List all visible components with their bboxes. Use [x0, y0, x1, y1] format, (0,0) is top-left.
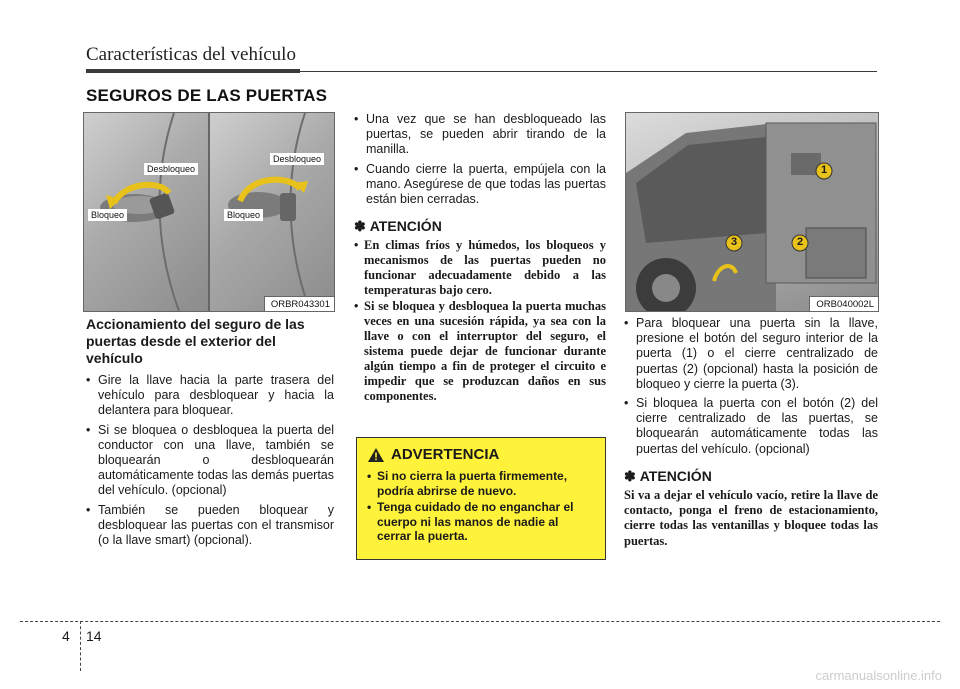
attention-text: Si va a dejar el vehículo vacío, retire la llave de contacto, ponga el freno de estacionamiento, cierre todas las ventanillas y bloquee todas las puertas.: [624, 488, 878, 548]
label-lock-1: Bloqueo: [88, 209, 127, 221]
footer-rule: [20, 621, 940, 622]
attention-icon: ✽: [354, 218, 366, 235]
list-item: • Para bloquear una puerta sin la llave, presione el botón del seguro interior de la puerta (1) o el cierre centralizado de puertas (2) (opcional) hasta la posición de bloqueo y cierre la puerta (3).: [624, 316, 878, 392]
list-item: • Si bloquea la puerta con el botón (2) del cierre centralizado de las puertas, se bloquearán automáticamente todas las puertas del vehículo. (opcional): [624, 396, 878, 457]
door-interior-photo: [625, 112, 879, 312]
column-2: [354, 112, 606, 405]
col2-bullet-list: [354, 112, 606, 207]
warning-heading: [367, 446, 595, 463]
door-key-photo-left: [83, 112, 209, 312]
section-title: SEGUROS DE LAS PUERTAS: [86, 86, 328, 105]
chapter-number: 4: [62, 628, 70, 644]
warning-list: [367, 469, 595, 544]
photo-code-left: ORBR043301: [264, 296, 334, 311]
attention-heading-2: [624, 469, 878, 484]
header-rule-thin: [300, 71, 877, 72]
attention-icon: ✽: [624, 467, 636, 484]
warning-box: [356, 437, 606, 560]
photo-code-right: ORB040002L: [809, 296, 878, 311]
page-number: 14: [86, 628, 102, 644]
list-item: • En climas fríos y húmedos, los bloqueos y mecanismos de las puertas pueden no funcionar adecuadamente debido a las temperaturas bajo cero.: [354, 238, 606, 298]
attention-heading-1: [354, 219, 606, 234]
marker-3: 3: [730, 236, 738, 248]
list-item: • Una vez que se han desbloqueado las puertas, se pueden abrir tirando de la manilla.: [354, 112, 606, 158]
list-item: • También se pueden bloquear y desbloquear las puertas con el transmisor (o la llave smart) (opcional).: [86, 503, 334, 549]
label-lock-2: Bloqueo: [224, 209, 263, 221]
list-item: • Cuando cierre la puerta, empújela con la mano. Asegúrese de que todas las puertas están bien cerradas.: [354, 162, 606, 208]
col1-bullet-list: [86, 373, 334, 548]
marker-1: 1: [820, 164, 828, 176]
running-header: Características del vehículo: [86, 44, 296, 65]
label-unlock-2: Desbloqueo: [270, 153, 324, 165]
attention-title: ATENCIÓN: [639, 467, 712, 484]
column-1: [86, 316, 334, 552]
header-rule-thick: [86, 69, 300, 73]
footer-divider: [80, 621, 81, 671]
watermark: carmanualsonline.info: [815, 668, 942, 683]
marker-2: 2: [796, 236, 804, 248]
list-item: • Tenga cuidado de no enganchar el cuerpo ni las manos de nadie al cerrar la puerta.: [367, 500, 595, 544]
label-unlock-1: Desbloqueo: [144, 163, 198, 175]
list-item: • Si no cierra la puerta firmemente, podría abrirse de nuevo.: [367, 469, 595, 498]
door-key-photo-right: [209, 112, 335, 312]
col3-bullet-list: [624, 316, 878, 457]
warning-title: ADVERTENCIA: [391, 446, 500, 463]
attention-title: ATENCIÓN: [369, 218, 442, 235]
car-door-illustration: [626, 113, 878, 311]
subsection-title: Accionamiento del seguro de las puertas desde el exterior del vehículo: [86, 316, 305, 366]
column-3: [624, 316, 878, 549]
list-item: • Si se bloquea y desbloquea la puerta muchas veces en una sucesión rápida, ya sea con la llave o con el interruptor del seguro, el sistema puede dejar de funcionar durante algún tiempo a fin de proteger el circuito e impedir que se produzcan daños en sus componentes.: [354, 299, 606, 404]
warning-triangle-icon: [367, 447, 385, 463]
list-item: • Gire la llave hacia la parte trasera del vehículo para desbloquear y hacia la delantera para bloquear.: [86, 373, 334, 419]
attention-list: [354, 238, 606, 404]
list-item: • Si se bloquea o desbloquea la puerta del conductor con una llave, también se bloquearán o desbloquearán automáticamente todas las demás puertas del vehículo. (opcional): [86, 423, 334, 499]
